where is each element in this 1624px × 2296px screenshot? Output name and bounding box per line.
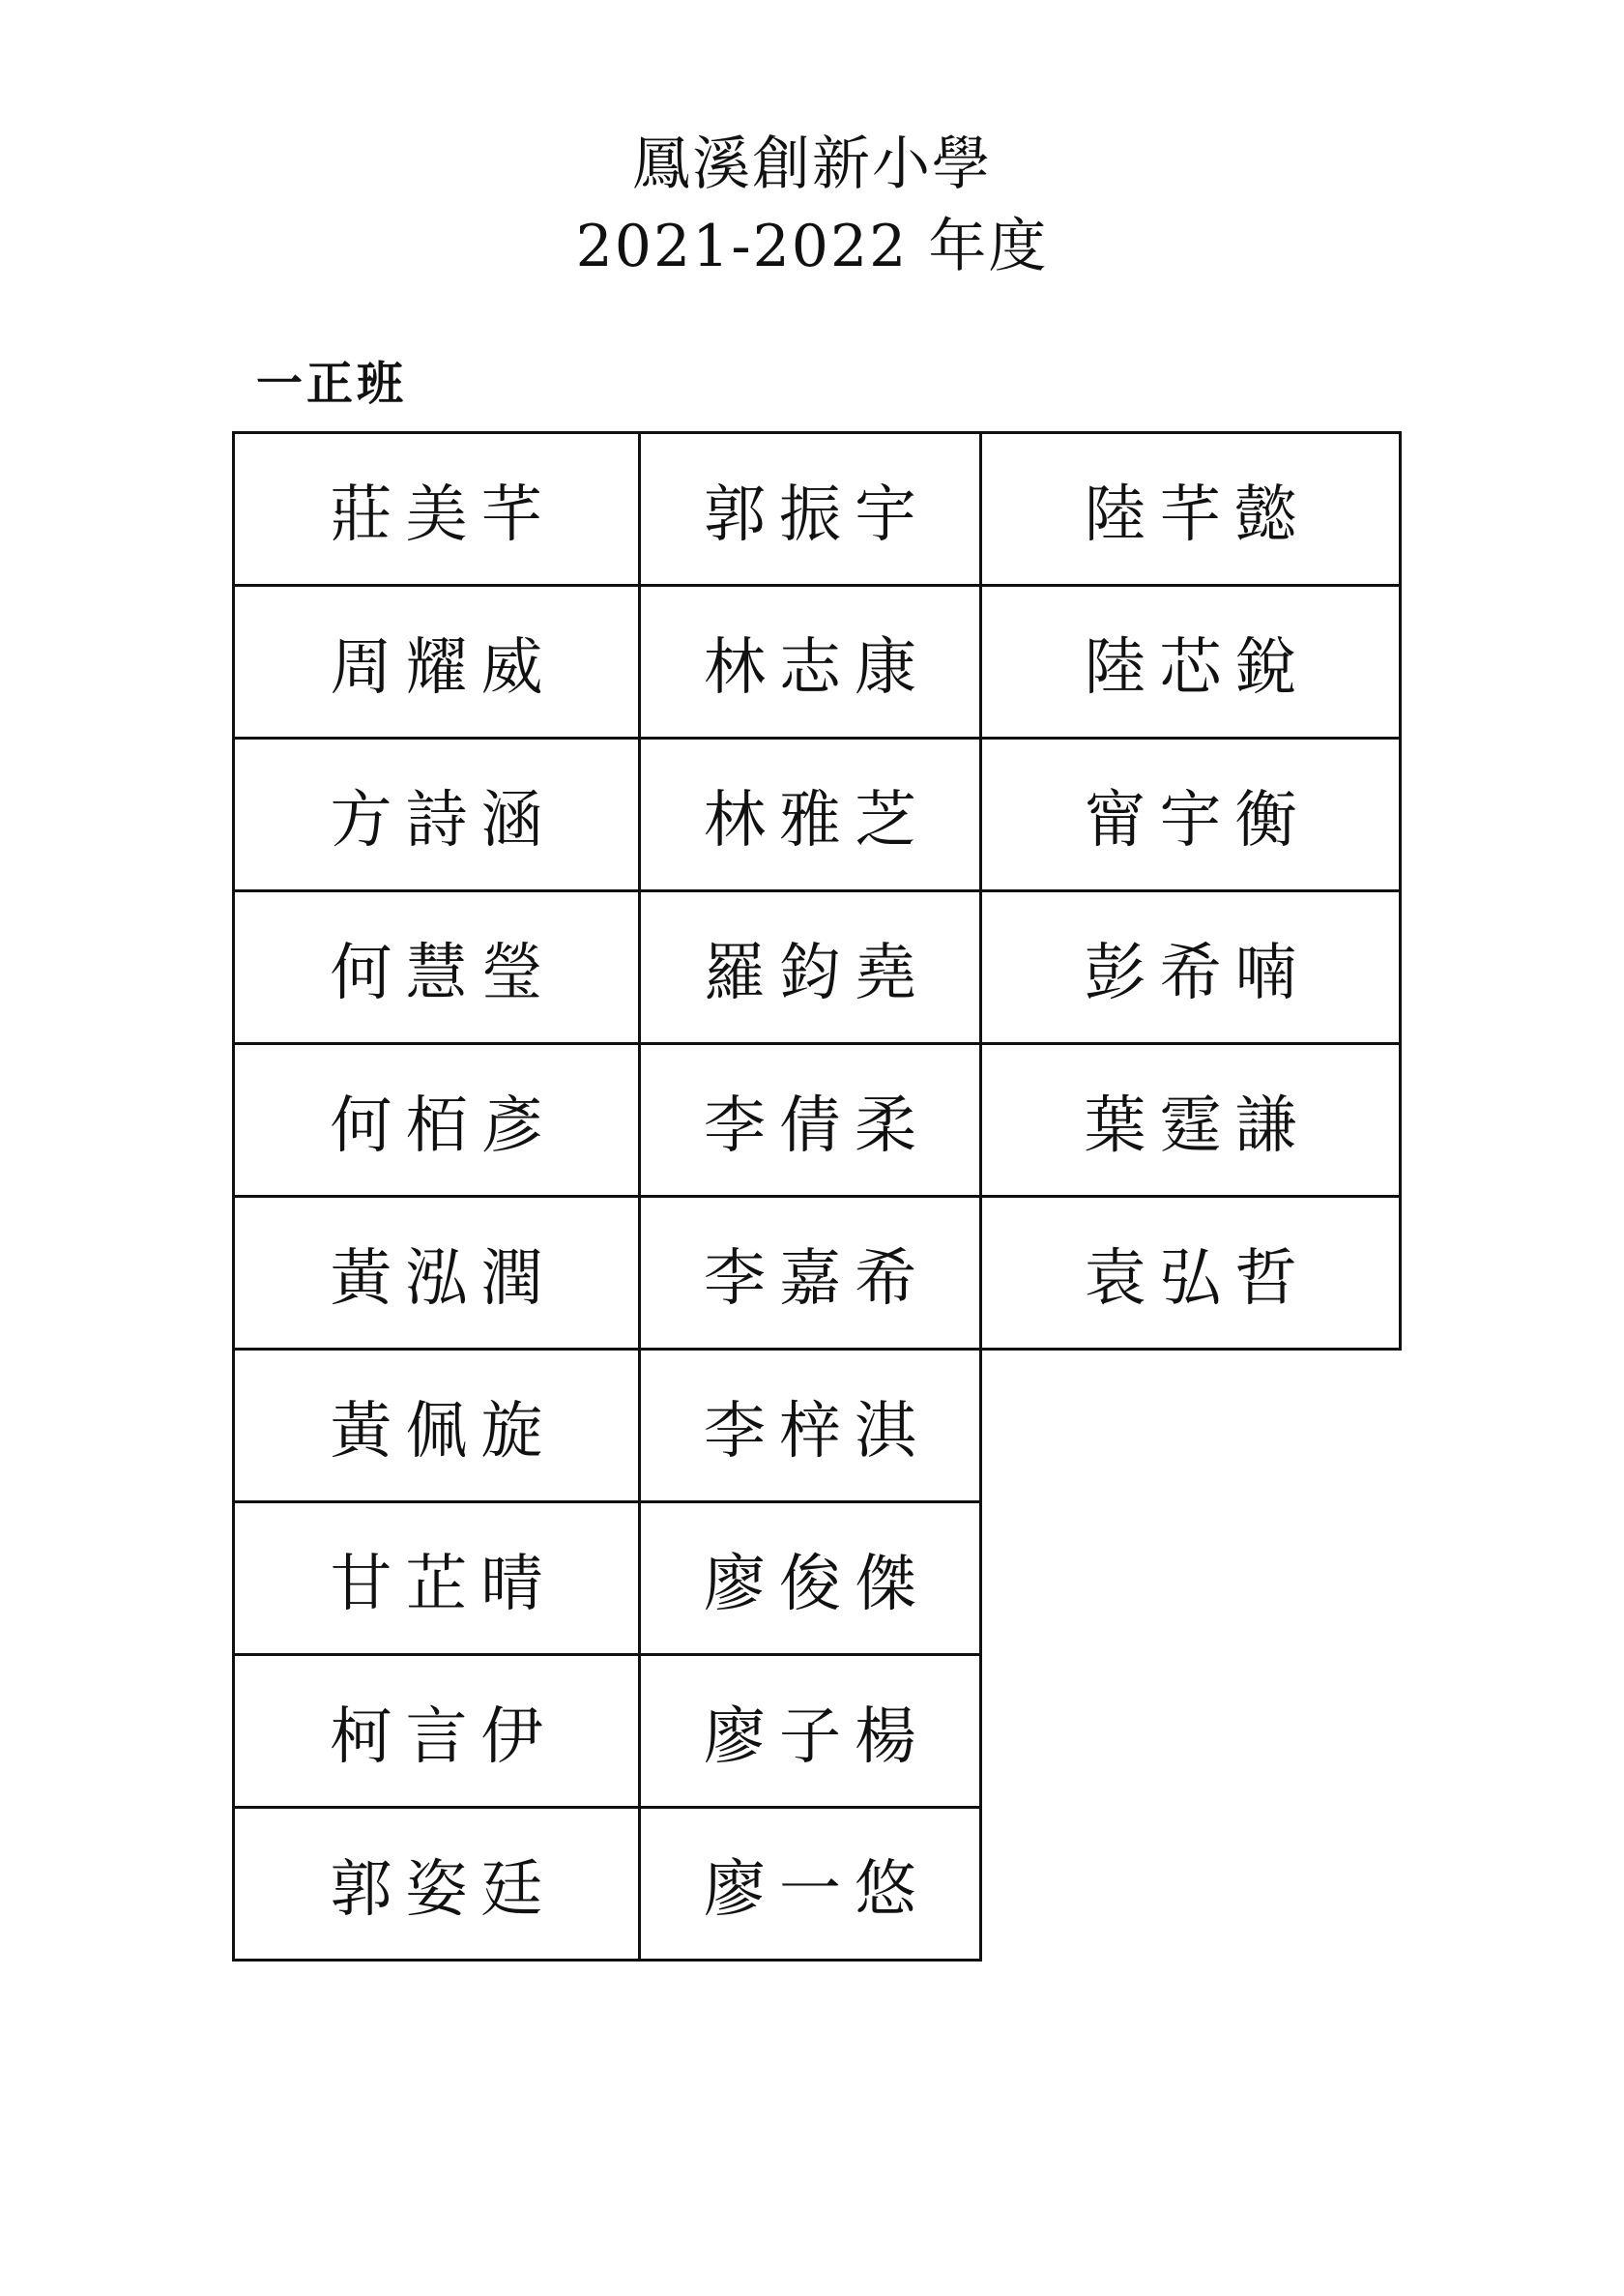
class-heading: 一正班 [256, 357, 408, 411]
school-title: 鳳溪創新小學 [632, 131, 992, 198]
student-name-cell: 陸芊懿 [979, 431, 1402, 587]
student-name-cell: 李嘉希 [638, 1195, 982, 1351]
student-name-cell: 廖一悠 [638, 1806, 982, 1962]
student-name-cell: 廖子楊 [638, 1653, 982, 1809]
student-name-cell: 周耀威 [232, 584, 641, 740]
student-name-cell: 甘芷晴 [232, 1500, 641, 1656]
student-name-cell: 何慧瑩 [232, 889, 641, 1045]
student-name-cell: 李倩柔 [638, 1042, 982, 1198]
student-name-cell: 黃泓潤 [232, 1195, 641, 1351]
student-name-cell: 羅鈞堯 [638, 889, 982, 1045]
student-name-cell: 方詩涵 [232, 737, 641, 892]
student-name-cell: 郭姿廷 [232, 1806, 641, 1962]
student-name-cell: 黃佩旋 [232, 1348, 641, 1503]
student-name-cell: 彭希喃 [979, 889, 1402, 1045]
student-name-cell: 陸芯銳 [979, 584, 1402, 740]
roster-table [232, 431, 1402, 1959]
student-name-cell: 何栢彥 [232, 1042, 641, 1198]
student-name-cell: 廖俊傑 [638, 1500, 982, 1656]
student-name-cell: 袁弘哲 [979, 1195, 1402, 1351]
student-name-cell: 林志康 [638, 584, 982, 740]
academic-year: 2021-2022 年度 [575, 213, 1049, 280]
student-name-cell: 莊美芊 [232, 431, 641, 587]
student-name-cell: 葉霆謙 [979, 1042, 1402, 1198]
student-name-cell: 柯言伊 [232, 1653, 641, 1809]
student-name-cell: 郭振宇 [638, 431, 982, 587]
student-name-cell: 甯宇衡 [979, 737, 1402, 892]
student-name-cell: 李梓淇 [638, 1348, 982, 1503]
student-name-cell: 林雅芝 [638, 737, 982, 892]
